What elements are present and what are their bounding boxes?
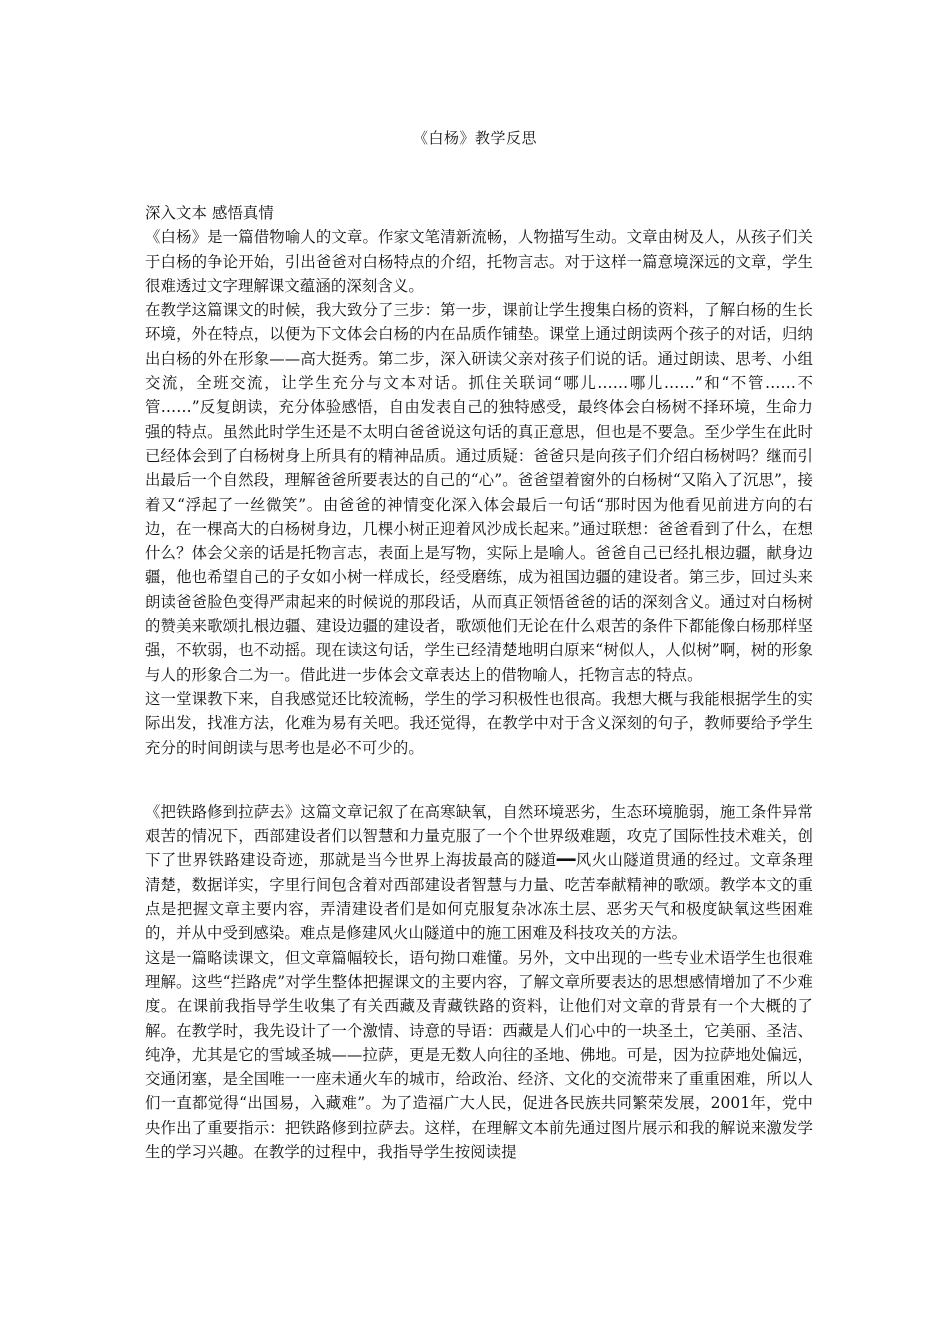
paragraph: 这一堂课教下来，自我感觉还比较流畅，学生的学习积极性也很高。我想大概与我能根据学生的实际出发，找准方法，化难为易有关吧。我还觉得，在教学中对于含义深刻的句子，教师要给予学生充分的时间朗读与思考也是必不可少的。 <box>145 689 813 757</box>
document-body <box>145 201 813 1164</box>
paragraph: 这是一篇略读课文，但文章篇幅较长，语句拗口难懂。另外，文中出现的一些专业术语学生也很难理解。这些“拦路虎”对学生整体把握课文的主要内容，了解文章所要表达的思想感情增加了不少难度。在课前我指导学生收集了有关西藏及青藏铁路的资料，让他们对文章的背景有一个大概的了解。在教学时，我先设计了一个激情、诗意的导语：西藏是人们心中的一块圣土，它美丽、圣洁、纯净，尤其是它的雪域圣城——拉萨，更是无数人向往的圣地、佛地。可是，因为拉萨地处偏远，交通闭塞，是全国唯一一座未通火车的城市，给政治、经济、文化的交流带来了重重困难，所以人们一直都觉得“出国易，入藏难”。为了造福广大人民，促进各民族共同繁荣发展，2001年，党中央作出了重要指示：把铁路修到拉萨去。这样，在理解文本前先通过图片展示和我的解说来激发学生的学习兴趣。在教学的过程中，我指导学生按阅读提 <box>145 948 813 1161</box>
document-title: 《白杨》教学反思 <box>412 129 537 147</box>
paragraph: 在教学这篇课文的时候，我大致分了三步：第一步，课前让学生搜集白杨的资料，了解白杨的生长环境，外在特点，以便为下文体会白杨的内在品质作铺垫。课堂上通过朗读两个孩子的对话，归纳出白杨的外在形象——高大挺秀。第二步，深入研读父亲对孩子们说的话。通过朗读、思考、小组交流，全班交流，让学生充分与文本对话。抓住关联词“哪儿……哪儿……”和“不管……不管……”反复朗读，充分体验感悟，自由发表自己的独特感受，最终体会白杨树不择环境，生命力强的特点。虽然此时学生还是不太明白爸爸说这句话的真正意思，但也是不要急。至少学生在此时已经体会到了白杨树身上所具有的精神品质。通过质疑：爸爸只是向孩子们介绍白杨树吗？继而引出最后一个自然段，理解爸爸所要表达的自己的“心”。爸爸望着窗外的白杨树“又陷入了沉思”，接着又“浮起了一丝微笑”。由爸爸的神情变化深入体会最后一句话“那时因为他看见前进方向的右边，在一棵高大的白杨树身边，几棵小树正迎着风沙成长起来。”通过联想：爸爸看到了什么，在想什么？体会父亲的话是托物言志，表面上是写物，实际上是喻人。爸爸自己已经扎根边疆，献身边疆，他也希望自己的子女如小树一样成长，经受磨练，成为祖国边疆的建设者。第三步，回过头来朗读爸爸脸色变得严肃起来的时候说的那段话，从而真正领悟爸爸的话的深刻含义。通过对白杨树的赞美来歌颂扎根边疆、建设边疆的建设者，歌颂他们无论在什么艰苦的条件下都能像白杨那样坚强，不软弱，也不动摇。现在读这句话，学生已经清楚地明白原来“树似人，人似树”啊，树的形象与人的形象合二为一。借此进一步体会文章表达上的借物喻人，托物言志的特点。 <box>145 301 813 684</box>
paragraph: 《把铁路修到拉萨去》这篇文章记叙了在高寒缺氧，自然环境恶劣，生态环境脆弱，施工条件异常艰苦的情况下，西部建设者们以智慧和力量克服了一个个世界级难题，攻克了国际性技术难关，创下了世界铁路建设奇迹，那就是当今世界上海拔最高的隧道━━风火山隧道贯通的经过。文章条理清楚，数据详实，字里行间包含着对西部建设者智慧与力量、吃苦奉献精神的歌颂。教学本文的重点是把握文章主要内容，弄清建设者们是如何克服复杂冰冻土层、恶劣天气和极度缺氧这些困难的，并从中受到感染。难点是修建风火山隧道中的施工困难及科技攻关的方法。 <box>145 802 813 943</box>
section-subtitle: 深入文本 感悟真情 <box>145 204 274 222</box>
paragraph: 《白杨》是一篇借物喻人的文章。作家文笔清新流畅，人物描写生动。文章由树及人，从孩子们关于白杨的争论开始，引出爸爸对白杨特点的介绍，托物言志。对于这样一篇意境深远的文章，学生很难透过文字理解课文蕴涵的深刻含义。 <box>145 228 813 295</box>
section-gap <box>145 760 813 800</box>
